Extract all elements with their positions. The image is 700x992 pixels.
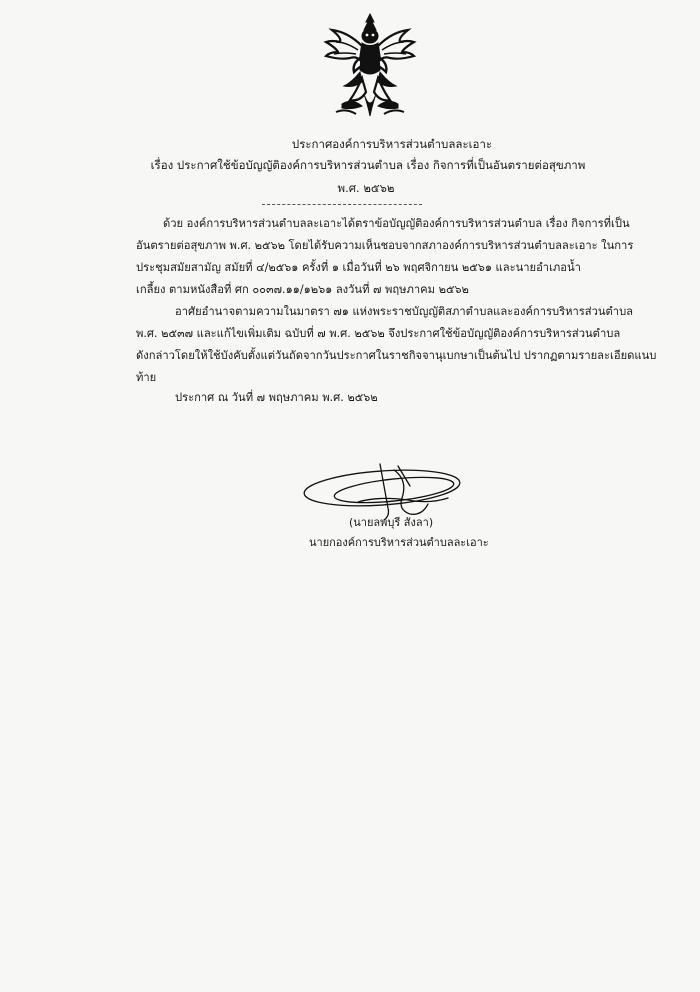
signatory-name: (นายลพบุรี สังลา) bbox=[349, 516, 434, 529]
header-divider bbox=[262, 204, 422, 205]
announcement-subject: เรื่อง ประกาศใช้ข้อบัญญัติองค์การบริหารส่วนตำบล เรื่อง กิจการที่เป็นอันตรายต่อสุขภาพ bbox=[150, 158, 586, 172]
paragraph-2-line-3: ดังกล่าวโดยให้ใช้บังคับตั้งแต่วันถัดจากวันประกาศในราชกิจจานุเบกษาเป็นต้นไป ปรากฏตามรายละเอียดแนบ bbox=[136, 349, 657, 362]
paragraph-1-line-2: อันตรายต่อสุขภาพ พ.ศ. ๒๕๖๒ โดยได้รับความเห็นชอบจากสภาองค์การบริหารส่วนตำบลละเอาะ ในการ bbox=[136, 239, 634, 252]
announcement-date: ประกาศ ณ วันที่ ๗ พฤษภาคม พ.ศ. ๒๕๖๒ bbox=[175, 391, 378, 404]
paragraph-2-line-2: พ.ศ. ๒๕๓๗ และแก้ไขเพิ่มเติม ฉบับที่ ๗ พ.ศ. ๒๕๖๒ จึงประกาศใช้ข้อบัญญัติองค์การบริหารส่วนตำบล bbox=[136, 327, 621, 340]
paragraph-2-line-1: อาศัยอำนาจตามความในมาตรา ๗๑ แห่งพระราชบัญญัติสภาตำบลและองค์การบริหารส่วนตำบล bbox=[175, 305, 634, 318]
paragraph-1-line-4: เกลี้ยง ตามหนังสือที่ ศก ๐๐๓๗.๑๑/๑๒๖๑ ลงวันที่ ๗ พฤษภาคม ๒๕๖๒ bbox=[136, 283, 469, 296]
announcement-year: พ.ศ. ๒๕๖๒ bbox=[337, 181, 395, 195]
announcement-title: ประกาศองค์การบริหารส่วนตำบลละเอาะ bbox=[291, 137, 493, 151]
garuda-emblem-icon bbox=[322, 12, 418, 120]
paragraph-1-line-3: ประชุมสมัยสามัญ สมัยที่ ๔/๒๕๖๑ ครั้งที่ ๑ เมื่อวันที่ ๒๖ พฤศจิกายน ๒๕๖๑ และนายอำเภอน้ำ bbox=[136, 261, 581, 274]
paragraph-2-line-4: ท้าย bbox=[136, 371, 157, 384]
signatory-title: นายกองค์การบริหารส่วนตำบลละเอาะ bbox=[309, 536, 489, 549]
paragraph-1-line-1: ด้วย องค์การบริหารส่วนตำบลละเอาะได้ตราข้อบัญญัติองค์การบริหารส่วนตำบล เรื่อง กิจการที่เป็น bbox=[163, 217, 630, 230]
